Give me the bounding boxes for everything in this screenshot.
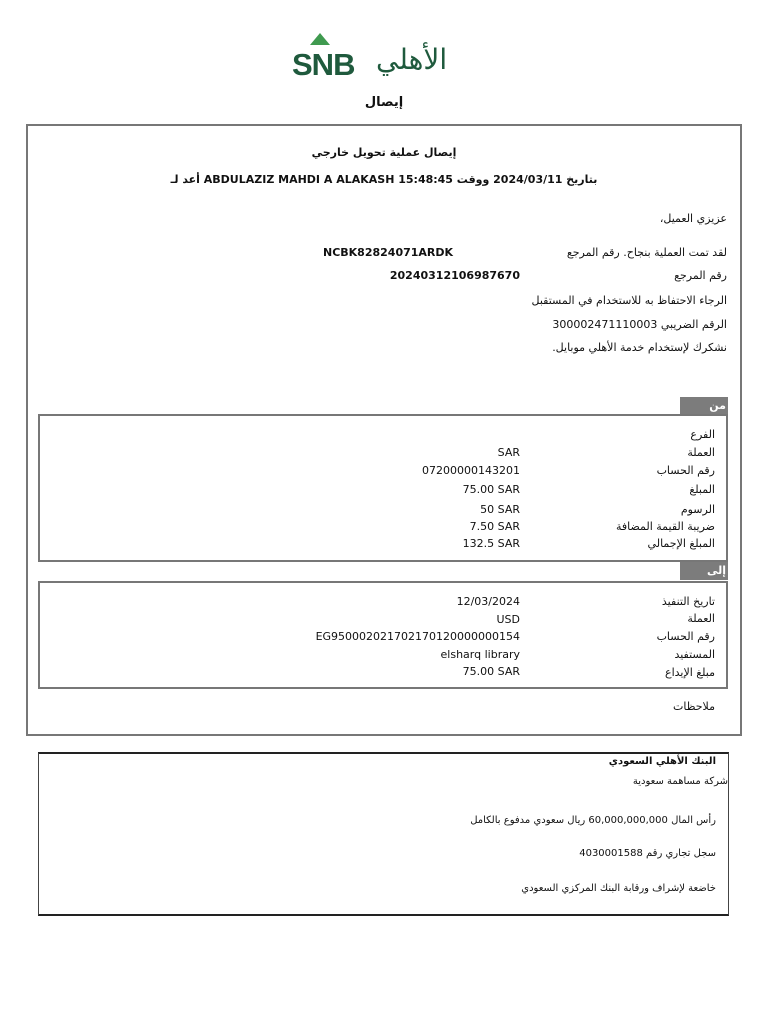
- from-value-fees: 50 SAR: [480, 503, 520, 516]
- palm-tree-icon: [310, 33, 330, 45]
- from-value-currency: SAR: [497, 446, 520, 459]
- prepared-for-line: أعد لـ ABDULAZIZ MAHDI A ALAKASH بتاريخ 2024/03/11 ووقت 15:48:45: [170, 173, 598, 186]
- footer-commercial-registration: سجل تجاري رقم 4030001588: [579, 848, 716, 859]
- from-label-vat: ضريبة القيمة المضافة: [615, 520, 715, 533]
- footer-regulation: خاضعة لإشراف ورقابة البنك المركزي السعودي: [521, 883, 716, 894]
- to-section-title: إلى: [680, 562, 728, 580]
- from-value-vat: 7.50 SAR: [469, 520, 520, 533]
- notes-label: ملاحظات: [673, 700, 715, 713]
- success-reference: NCBK82824071ARDK: [323, 246, 454, 259]
- reference-label: رقم المرجع: [674, 269, 727, 282]
- from-section-box: [38, 414, 728, 562]
- to-value-deposit-amount: 75.00 SAR: [462, 665, 520, 678]
- logo-text-latin: SNB: [292, 47, 355, 82]
- greeting: عزيزي العميل،: [659, 212, 727, 225]
- reference-value: 20240312106987670: [389, 269, 520, 282]
- to-label-account: رقم الحساب: [656, 630, 715, 643]
- receipt-heading: إيصال عملية تحويل خارجي: [311, 146, 457, 159]
- to-value-execution-date: 12/03/2024: [456, 595, 520, 608]
- footer-company-type: شركة مساهمة سعودية: [632, 776, 728, 787]
- keep-note: الرجاء الاحتفاظ به للاستخدام في المستقبل: [531, 294, 727, 307]
- footer-capital: رأس المال 60,000,000,000 ريال سعودي مدفوع بالكامل: [470, 815, 716, 826]
- thanks-note: نشكرك لإستخدام خدمة الأهلي موبايل.: [552, 341, 727, 354]
- from-value-total: 132.5 SAR: [462, 537, 520, 550]
- logo-text-arabic: الأهلي: [376, 43, 448, 76]
- from-label-total: المبلغ الإجمالي: [647, 537, 715, 550]
- from-label-currency: العملة: [687, 446, 715, 459]
- from-label-fees: الرسوم: [680, 503, 715, 516]
- document-title: إيصال: [364, 95, 404, 110]
- success-label: لقد تمت العملية بنجاح. رقم المرجع: [566, 246, 727, 259]
- to-label-execution-date: تاريخ التنفيذ: [661, 595, 715, 608]
- from-value-amount: 75.00 SAR: [462, 483, 520, 496]
- to-value-currency: USD: [496, 613, 520, 626]
- snb-logo: [292, 33, 462, 81]
- from-label-branch: الفرع: [690, 428, 715, 441]
- to-label-currency: العملة: [687, 612, 715, 625]
- tax-number: الرقم الضريبي 300002471110003: [552, 318, 727, 331]
- from-label-account: رقم الحساب: [656, 464, 715, 477]
- to-value-account: EG950002021702170120000000154: [315, 630, 520, 643]
- from-value-account: 07200000143201: [422, 464, 520, 477]
- footer-bank-name: البنك الأهلي السعودي: [608, 756, 716, 767]
- to-label-beneficiary: المستفيد: [674, 648, 715, 661]
- from-section-title: من: [680, 397, 728, 415]
- to-value-beneficiary: elsharq library: [440, 648, 520, 661]
- to-label-deposit-amount: مبلغ الإيداع: [665, 666, 715, 679]
- from-label-amount: المبلغ: [689, 483, 715, 496]
